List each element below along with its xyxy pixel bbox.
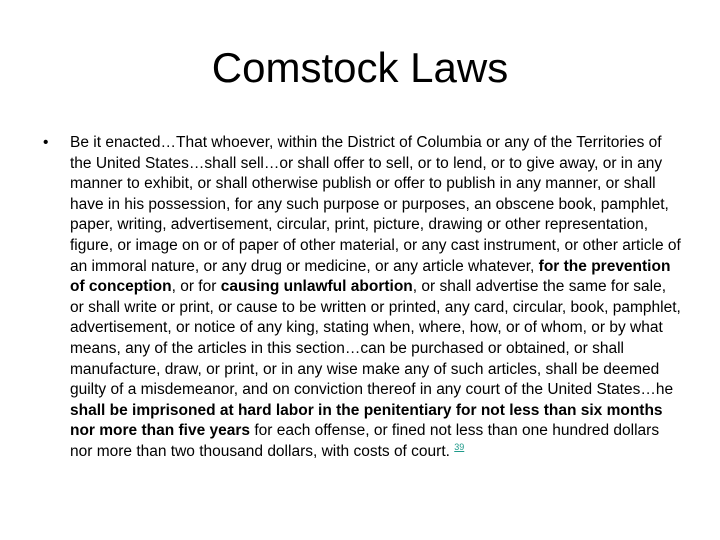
body-text-part-4: for each offense, or fined not less than one hundred dollars nor more than two thousand dollars, with costs of court. [70, 422, 660, 460]
body-text-part-2: , or for [171, 278, 221, 296]
body-text-part-3: , or shall advertise the same for sale, or shall write or print, or cause to be written or printed, any card, circular, book, pamphlet, advertisement, or notice of any king, stating when, where, how, or of whom, or by what means, any of the articles in this section…can be purchased or obtained, or shall manufacture, draw, or print, or in any wise make any of such articles, shall be deemed guilty of a misdemeanor, and on conviction thereof in any court of the United States…he [70, 278, 681, 399]
footnote-link[interactable]: 39 [454, 441, 465, 452]
bullet-item [43, 133, 683, 463]
emphasis-imprisonment: shall be imprisoned at hard labor in the penitentiary for not less than six months nor more than five years [70, 401, 663, 440]
emphasis-unlawful-abortion: causing unlawful abortion [220, 278, 413, 296]
emphasis-prevention-of-conception: for the prevention of conception [70, 257, 671, 296]
bullet-list [43, 133, 683, 463]
body-text-part-1: Be it enacted…That whoever, within the District of Columbia or any of the Territories of the United States…shall sell…or shall offer to sell, or to lend, or to give away, or in any manner to exhibit, or shall otherwise publish or offer to publish in any manner, or shall have in his possession, for any such purpose or purposes, an obscene book, pamphlet, paper, writing, advertisement, circular, print, picture, drawing or other representation, figure, or image on or of paper of other material, or any cast instrument, or other article of an immoral nature, or any drug or medicine, or any article whatever, [70, 134, 681, 275]
slide-title: Comstock Laws [211, 44, 509, 91]
bullet-marker: • [43, 134, 49, 151]
